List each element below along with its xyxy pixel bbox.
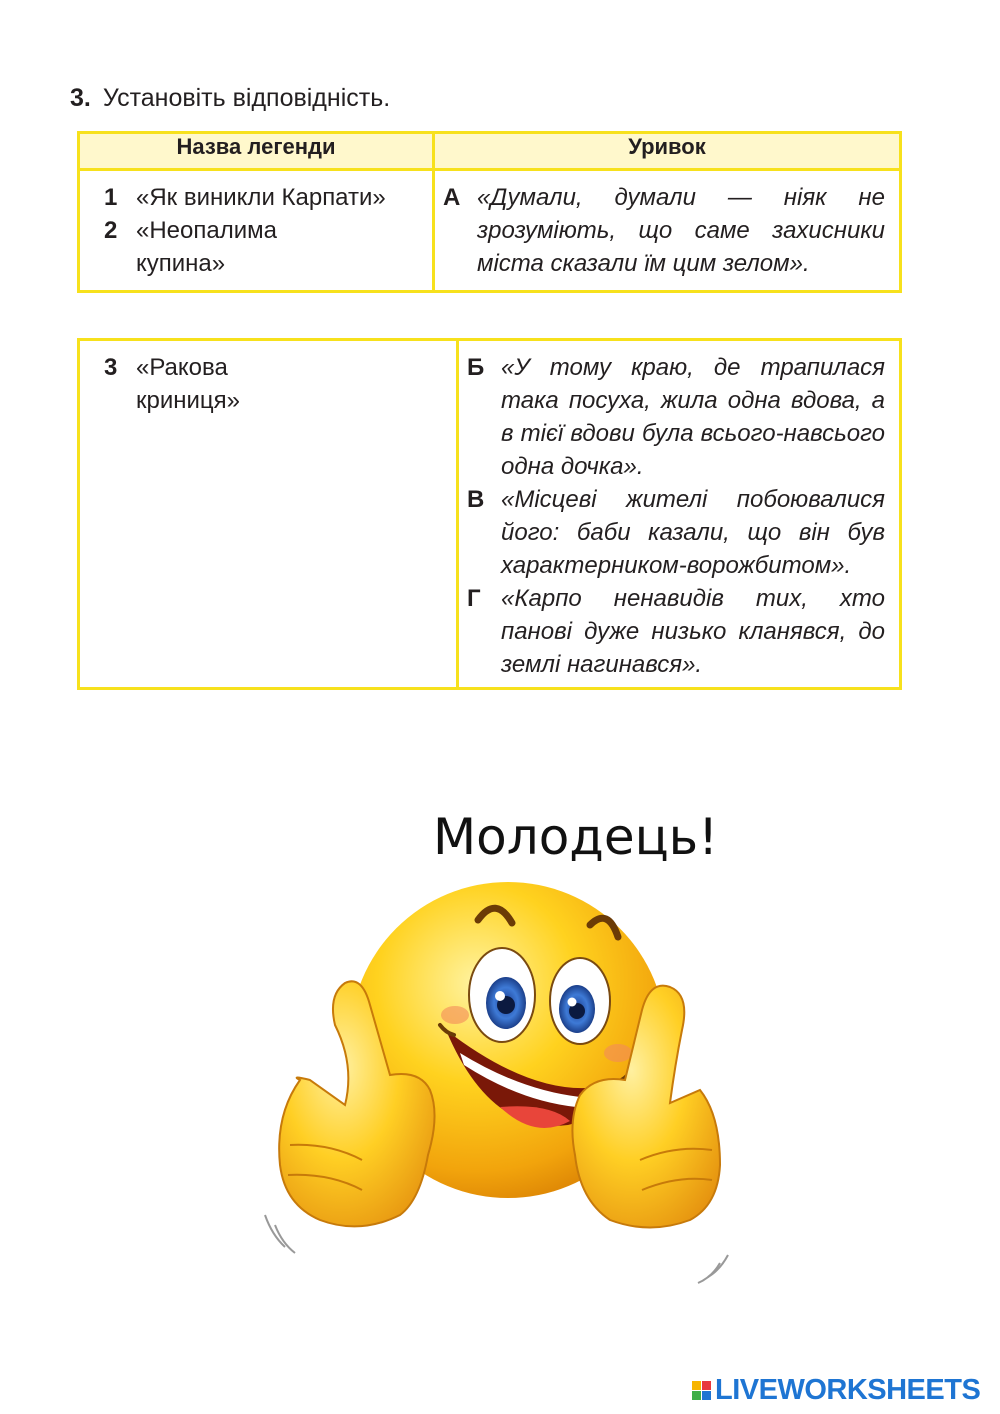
brand-name: LIVEWORKSHEETS <box>715 1374 981 1406</box>
fragment-list <box>458 340 901 689</box>
logo-square <box>702 1391 711 1400</box>
matching-table-bottom <box>77 338 902 690</box>
fragment-letter: А <box>443 184 461 211</box>
fragment-letter: Г <box>467 585 481 612</box>
legend-list <box>79 170 434 292</box>
logo-square <box>702 1381 711 1390</box>
fragment-item <box>467 351 885 483</box>
fragment-item <box>467 483 885 582</box>
legend-title: «Неопалима купина» <box>136 217 277 277</box>
legend-title: «Як виникли Карпати» <box>136 184 386 211</box>
legend-item <box>104 214 432 280</box>
praise-text: Молодець! <box>433 808 719 866</box>
logo-square <box>692 1391 701 1400</box>
legend-list <box>79 340 458 689</box>
fragment-letter: В <box>467 486 485 513</box>
fragment-item <box>467 582 885 681</box>
fragment-item <box>443 181 885 280</box>
fragment-letter: Б <box>467 354 485 381</box>
fragment-text: «Думали, думали — ніяк не зрозуміють, що саме захисники міста сказали їм цим зелом». <box>477 184 885 277</box>
liveworksheets-brand[interactable] <box>692 1374 980 1407</box>
task-number: 3. <box>70 84 91 112</box>
fragment-text: «У тому краю, де трапилася така посуха, жила одна вдова, а в тієї вдови була всього-навсього одна дочка». <box>501 354 885 480</box>
matching-table-top <box>77 131 902 293</box>
header-fragment: Уривок <box>434 133 901 170</box>
legend-title: «Ракова криниця» <box>136 354 241 414</box>
legend-number: 3 <box>104 354 118 381</box>
liveworksheets-logo-icon <box>692 1381 711 1400</box>
legend-number: 2 <box>104 217 118 244</box>
fragment-text: «Карпо ненавидів тих, хто панові дуже низько кланявся, до землі нагинався». <box>501 585 885 678</box>
legend-item <box>104 351 456 417</box>
task-heading <box>70 84 390 113</box>
fragment-text: «Місцеві жителі побоювалися його: баби казали, що він був характерником-ворожбитом». <box>501 486 885 579</box>
thumbs-up-smiley-icon <box>250 875 750 1310</box>
fragment-list <box>434 170 901 292</box>
header-legend-name: Назва легенди <box>79 133 434 170</box>
logo-square <box>692 1381 701 1390</box>
legend-number: 1 <box>104 184 118 211</box>
legend-item <box>104 181 432 214</box>
task-instruction: Установіть відповідність. <box>102 84 391 112</box>
